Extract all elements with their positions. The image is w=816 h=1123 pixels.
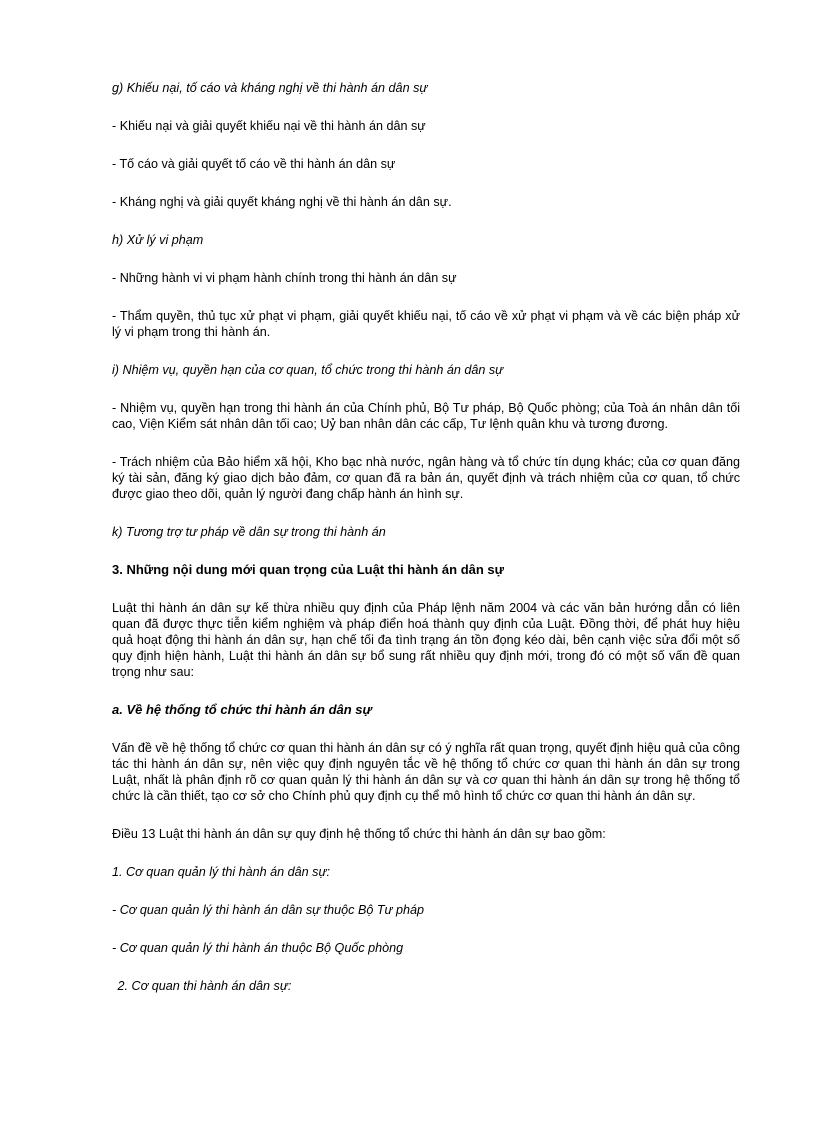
- document-page: [112, 80, 740, 994]
- body-paragraph: Điều 13 Luật thi hành án dân sự quy định hệ thống tổ chức thi hành án dân sự bao gồm:: [112, 827, 606, 841]
- subsection-heading-g: g) Khiếu nại, tố cáo và kháng nghị về thi hành án dân sự: [112, 81, 428, 95]
- subsection-heading-h: h) Xử lý vi phạm: [112, 233, 204, 247]
- list-item: - Trách nhiệm của Bảo hiểm xã hội, Kho bạc nhà nước, ngân hàng và tổ chức tín dụng khác; của cơ quan đăng ký tài sản, đăng ký giao dịch bảo đảm, cơ quan đã ra bản án, quyết định và trách nhiệm của cơ quan, tổ chức được giao theo dõi, quản lý người đang chấp hành án hình sự.: [112, 455, 740, 501]
- list-item: - Cơ quan quản lý thi hành án thuộc Bộ Quốc phòng: [112, 941, 404, 955]
- list-item: - Những hành vi vi phạm hành chính trong thi hành án dân sự: [112, 271, 457, 285]
- body-paragraph: Luật thi hành án dân sự kế thừa nhiều quy định của Pháp lệnh năm 2004 và các văn bản hướng dẫn có liên quan đã được thực tiễn kiểm nghiệm và pháp điển hoá thành quy định của Luật. Đồng thời, để phát huy hiệu quả hoạt động thi hành án dân sự, hạn chế tối đa tình trạng án tồn đọng kéo dài, bên cạnh việc sửa đổi một số quy định hiện hành, Luật thi hành án dân sự bổ sung rất nhiều quy định mới, trong đó có một số vấn đề quan trọng như sau:: [112, 601, 740, 679]
- numbered-item-2: 2. Cơ quan thi hành án dân sự:: [114, 979, 292, 993]
- body-paragraph: Vấn đề về hệ thống tổ chức cơ quan thi hành án dân sự có ý nghĩa rất quan trọng, quyết định hiệu quả của công tác thi hành án dân sự, nên việc quy định nguyên tắc về hệ thống tổ chức cơ quan thi hành án dân sự trong Luật, nhất là phân định rõ cơ quan quản lý thi hành án dân sự và cơ quan thi hành án dân sự trong hệ thống tổ chức là cần thiết, tạo cơ sở cho Chính phủ quy định cụ thể mô hình tổ chức cơ quan thi hành án dân sự.: [112, 741, 740, 803]
- subsection-heading-i: i) Nhiệm vụ, quyền hạn của cơ quan, tổ chức trong thi hành án dân sự: [112, 363, 504, 377]
- list-item: - Thẩm quyền, thủ tục xử phạt vi phạm, giải quyết khiếu nại, tố cáo về xử phạt vi phạm và về các biện pháp xử lý vi phạm trong thi hành án.: [112, 309, 740, 339]
- list-item: - Tố cáo và giải quyết tố cáo về thi hành án dân sự: [112, 157, 396, 171]
- list-item: - Cơ quan quản lý thi hành án dân sự thuộc Bộ Tư pháp: [112, 903, 425, 917]
- list-item: - Kháng nghị và giải quyết kháng nghị về thi hành án dân sự.: [112, 195, 452, 209]
- subsection-heading-k: k) Tương trợ tư pháp về dân sự trong thi hành án: [112, 525, 386, 539]
- list-item: - Khiếu nại và giải quyết khiếu nại về thi hành án dân sự: [112, 119, 426, 133]
- numbered-item-1: 1. Cơ quan quản lý thi hành án dân sự:: [112, 865, 330, 879]
- subsection-heading-a: a. Về hệ thống tổ chức thi hành án dân sự: [112, 702, 372, 717]
- section-heading-3: 3. Những nội dung mới quan trọng của Luật thi hành án dân sự: [112, 562, 505, 577]
- list-item: - Nhiệm vụ, quyền hạn trong thi hành án của Chính phủ, Bộ Tư pháp, Bộ Quốc phòng; của Toà án nhân dân tối cao, Viện Kiểm sát nhân dân tối cao; Uỷ ban nhân dân các cấp, Tư lệnh quân khu và tương đương.: [112, 401, 740, 431]
